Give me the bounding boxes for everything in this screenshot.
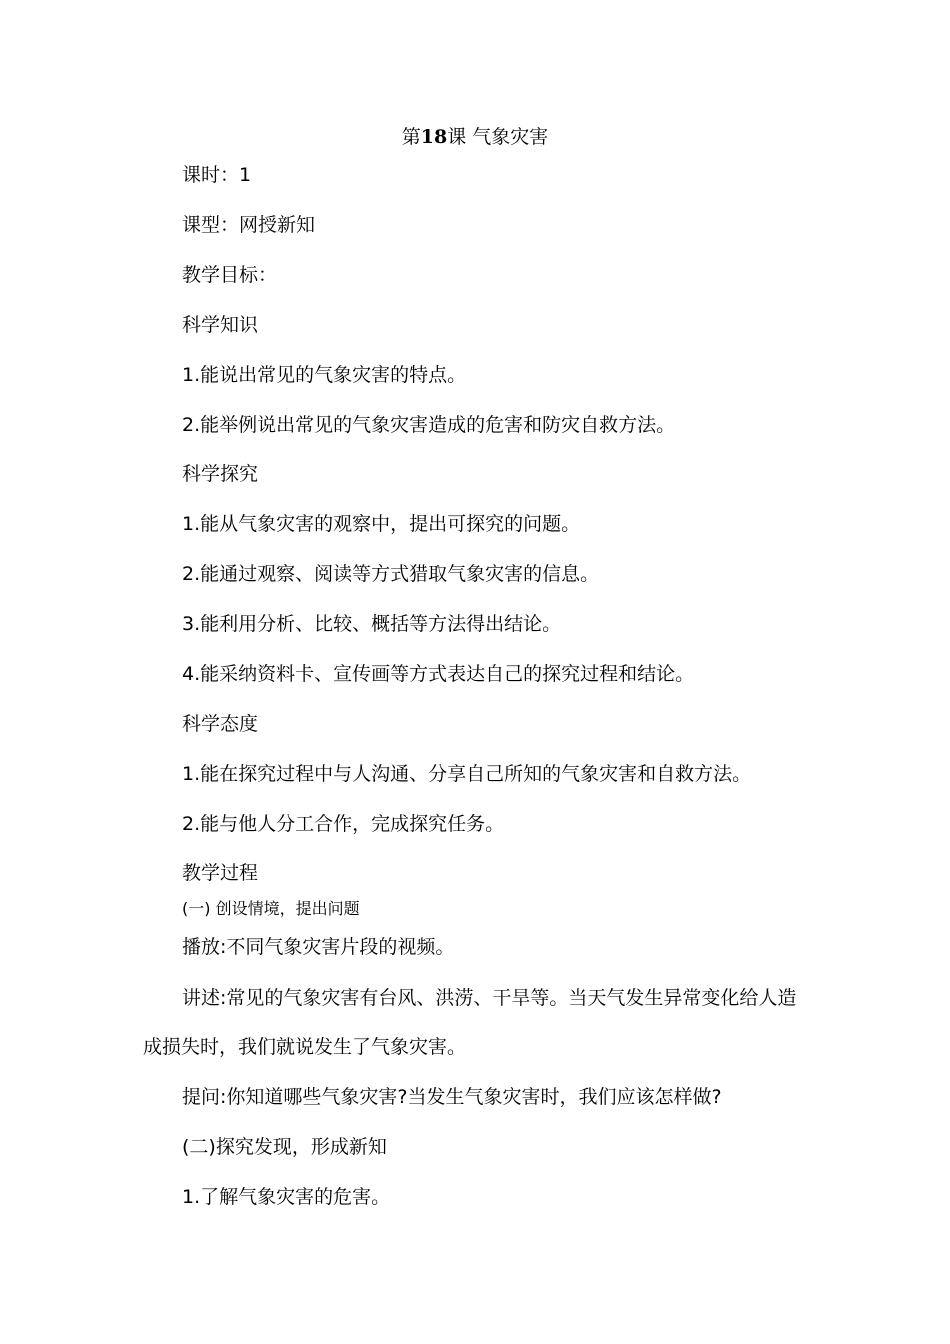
science-attitude-heading: 科学态度: [182, 713, 259, 735]
lesson-title: [0, 124, 950, 150]
science-knowledge-heading: 科学知识: [182, 314, 259, 336]
title-suffix: 课 气象灾害: [447, 126, 549, 148]
science-inquiry-heading: 科学探究: [182, 463, 259, 485]
attitude-item-1: 1.能在探究过程中与人沟通、分享自己所知的气象灾害和自救方法。: [182, 763, 752, 785]
inquiry-item-2: 2.能通过观察、阅读等方式猎取气象灾害的信息。: [182, 563, 600, 585]
question-text: 提问:你知道哪些气象灾害?当发生气象灾害时，我们应该怎样做?: [182, 1086, 722, 1108]
inquiry-item-4: 4.能采纳资料卡、宣传画等方式表达自己的探究过程和结论。: [182, 663, 695, 685]
attitude-item-2: 2.能与他人分工合作，完成探究任务。: [182, 813, 505, 835]
knowledge-item-2: 2.能举例说出常见的气象灾害造成的危害和防灾自救方法。: [182, 414, 676, 436]
inquiry-item-1: 1.能从气象灾害的观察中，提出可探究的问题。: [182, 513, 581, 535]
narration-line-1: 讲述:常见的气象灾害有台风、洪涝、干旱等。当天气发生异常变化给人造: [182, 987, 797, 1009]
section-1-heading: (一) 创设情境，提出问题: [182, 899, 360, 918]
section-2-heading: (二)探究发现，形成新知: [182, 1136, 387, 1158]
title-number: 18: [420, 126, 448, 148]
class-hours: 课时：1: [182, 164, 252, 186]
narration-line-2: 成损失时，我们就说发生了气象灾害。: [143, 1036, 467, 1058]
class-type: 课型：网授新知: [182, 214, 316, 236]
inquiry-item-3: 3.能利用分析、比较、概括等方法得出结论。: [182, 613, 562, 635]
title-prefix: 第: [401, 126, 421, 148]
play-video-text: 播放:不同气象灾害片段的视频。: [182, 936, 455, 958]
subsection-1-heading: 1.了解气象灾害的危害。: [182, 1186, 391, 1208]
teaching-goals-heading: 教学目标：: [182, 264, 278, 286]
teaching-process-heading: 教学过程: [182, 862, 259, 884]
knowledge-item-1: 1.能说出常见的气象灾害的特点。: [182, 364, 467, 386]
